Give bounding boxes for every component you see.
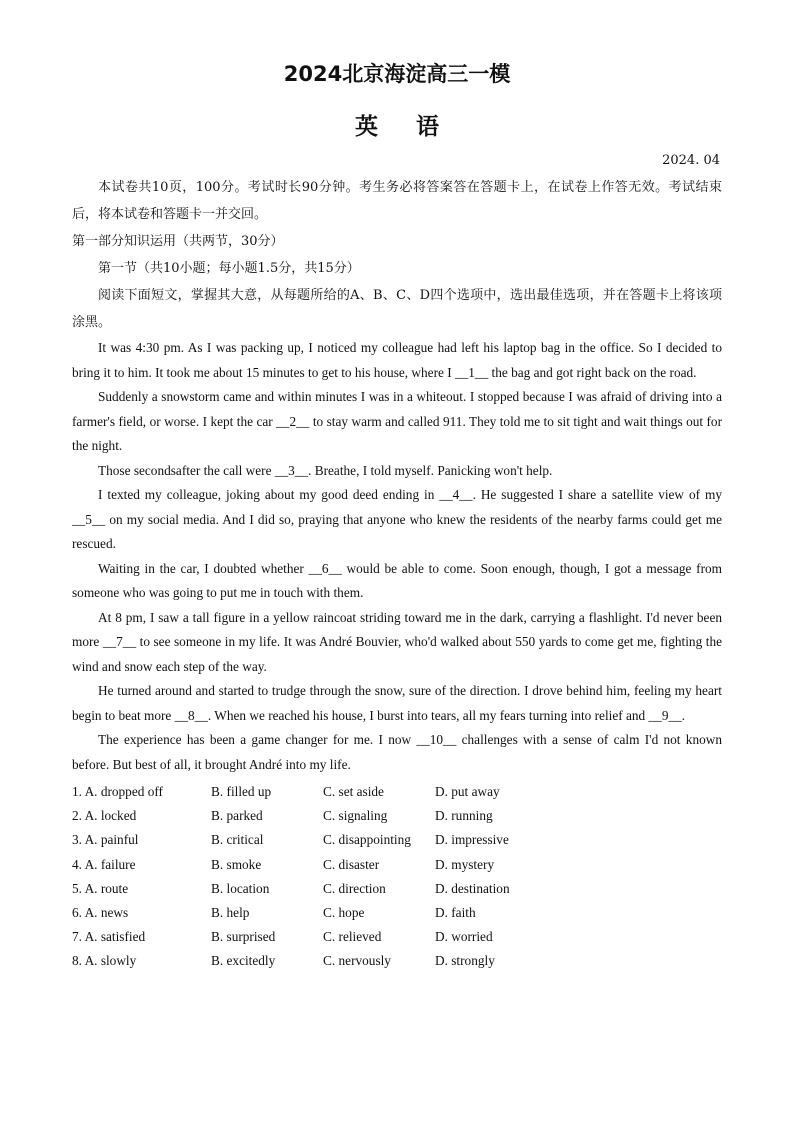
passage-paragraph: He turned around and started to trudge through the snow, sure of the direction. I drove behind him, feeling my heart begin to beat more __8__. When we reached his house, I burst into tears, all my fears turning into relief and __9__. — [72, 683, 722, 723]
cloze-passage — [72, 336, 722, 777]
section-heading: 第一部分知识运用（共两节，30分） — [72, 234, 284, 249]
option-row — [72, 877, 722, 901]
option-c: C. direction — [323, 880, 386, 896]
option-b: B. excitedly — [211, 953, 276, 969]
option-a: 8. A. slowly — [72, 953, 137, 969]
passage-paragraph: It was 4:30 pm. As I was packing up, I noticed my colleague had left his laptop bag in the office. So I decided to bring it to him. It took me about 15 minutes to get to his house, where I __1__ the bag and got right back on the road. — [72, 340, 722, 380]
option-c: C. relieved — [323, 929, 382, 945]
option-row — [72, 780, 722, 804]
option-d: D. faith — [435, 905, 476, 921]
option-c: C. signaling — [323, 808, 388, 824]
option-row — [72, 901, 722, 925]
passage-paragraph: Suddenly a snowstorm came and within minutes I was in a whiteout. I stopped because I was afraid of driving into a farmer's field, or worse. I kept the car __2__ to stay warm and called 911. They told me to sit tight and wait things out for the night. — [72, 389, 722, 453]
option-a: 2. A. locked — [72, 808, 137, 824]
option-b: B. filled up — [211, 784, 272, 800]
option-b: B. parked — [211, 808, 263, 824]
instruction-general: 本试卷共10页，100分。考试时长90分钟。考生务必将答案答在答题卡上，在试卷上作答无效。考试结束后，将本试卷和答题卡一并交回。 — [72, 180, 722, 222]
reading-instruction: 阅读下面短文，掌握其大意，从每题所给的A、B、C、D四个选项中，选出最佳选项，并在答题卡上将该项涂黑。 — [72, 288, 722, 330]
option-c: C. disappointing — [323, 832, 411, 848]
option-d: D. worried — [435, 929, 493, 945]
passage-paragraph: At 8 pm, I saw a tall figure in a yellow raincoat striding toward me in the dark, carrying a flashlight. I'd never been more __7__ to see someone in my life. It was André Bouvier, who'd walked about 550 yards to come get me, fighting the wind and snow each step of the way. — [72, 609, 722, 674]
option-d: D. mystery — [435, 856, 495, 872]
subsection-heading: 第一节（共10小题；每小题1.5分，共15分） — [98, 261, 360, 276]
passage-paragraph: I texted my colleague, joking about my good deed ending in __4__. He suggested I share a satellite view of my __5__ on my social media. And I did so, praying that anyone who knew the residents of the nearby farms could get me rescued. — [72, 487, 722, 551]
option-b: B. surprised — [211, 929, 276, 945]
option-d: D. running — [435, 808, 493, 824]
option-c: C. disaster — [323, 856, 380, 872]
option-a: 3. A. painful — [72, 832, 139, 848]
option-a: 6. A. news — [72, 905, 129, 921]
passage-paragraph: The experience has been a game changer for me. I now __10__ challenges with a sense of calm I'd not known before. But best of all, it brought André into my life. — [72, 732, 722, 772]
option-a: 4. A. failure — [72, 856, 136, 872]
exam-body — [72, 174, 722, 974]
subject-heading: 英语 — [355, 114, 477, 140]
passage-paragraph: Those secondsafter the call were __3__. Breathe, I told myself. Panicking won't help. — [98, 462, 553, 478]
option-d: D. put away — [435, 784, 500, 800]
option-c: C. set aside — [323, 784, 384, 800]
answer-options — [72, 780, 722, 974]
option-a: 1. A. dropped off — [72, 784, 163, 800]
option-b: B. location — [211, 880, 270, 896]
option-row — [72, 804, 722, 828]
exam-title: 2024北京海淀高三一模 — [283, 62, 511, 86]
option-b: B. help — [211, 905, 250, 921]
passage-paragraph: Waiting in the car, I doubted whether __6__ would be able to come. Soon enough, though, I got a message from someone who was going to put me in touch with them. — [72, 560, 722, 600]
option-c: C. nervously — [323, 953, 391, 969]
option-a: 7. A. satisfied — [72, 929, 146, 945]
option-row — [72, 949, 722, 973]
option-d: D. strongly — [435, 953, 495, 969]
option-row — [72, 853, 722, 877]
option-d: D. destination — [435, 880, 510, 896]
option-a: 5. A. route — [72, 880, 129, 896]
exam-date: 2024. 04 — [662, 153, 720, 168]
option-b: B. smoke — [211, 856, 262, 872]
option-b: B. critical — [211, 832, 264, 848]
option-c: C. hope — [323, 905, 365, 921]
option-row — [72, 925, 722, 949]
option-d: D. impressive — [435, 832, 509, 848]
option-row — [72, 828, 722, 852]
